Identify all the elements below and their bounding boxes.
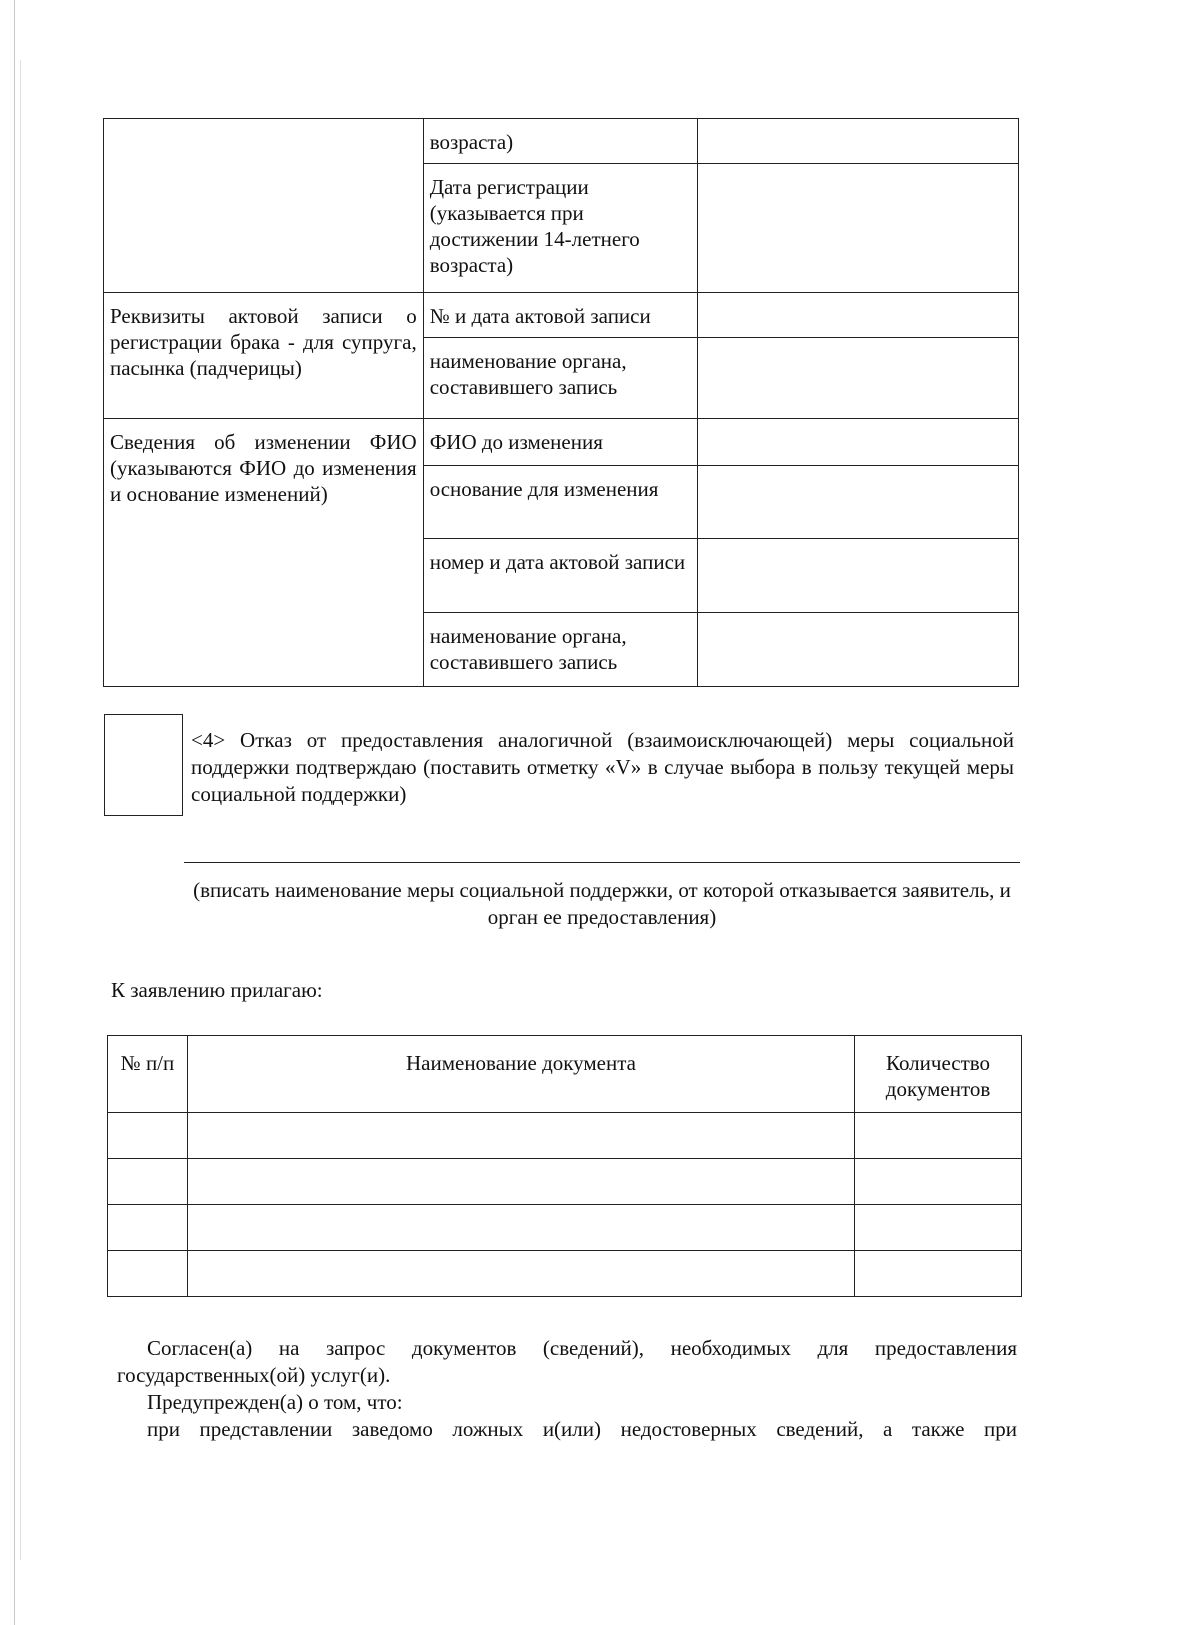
fill-in-caption: (вписать наименование меры социальной поддержки, от которой отказывается заявитель, и орган ее предоставления) xyxy=(193,878,1011,929)
table-row xyxy=(108,1113,1022,1159)
value-cell[interactable] xyxy=(698,293,1019,338)
table-cell[interactable] xyxy=(187,1113,854,1159)
table-cell[interactable] xyxy=(108,1113,188,1159)
field-label: возраста) xyxy=(423,119,698,164)
table-cell[interactable] xyxy=(108,1159,188,1205)
blank-cell xyxy=(104,119,424,293)
field-label: наименование органа, составившего запись xyxy=(423,613,698,687)
value-cell[interactable] xyxy=(698,119,1019,164)
table-row xyxy=(108,1159,1022,1205)
column-header: № п/п xyxy=(108,1036,188,1113)
attachments-label: К заявлению прилагаю: xyxy=(111,978,323,1002)
table-cell[interactable] xyxy=(855,1113,1022,1159)
field-label: Дата регистрации (указывается при достижении 14-летнего возраста) xyxy=(423,164,698,293)
consent-line: Согласен(а) на запрос документов (сведений), необходимых для предоставления xyxy=(147,1336,1017,1360)
table-cell[interactable] xyxy=(108,1205,188,1251)
refusal-text: <4> Отказ от предоставления аналогичной (взаимоисключающей) меры социальной поддержки подтверждаю (поставить отметку «V» в случае выбора в пользу текущей меры социальной поддержки) xyxy=(191,728,1014,806)
value-cell[interactable] xyxy=(698,466,1019,539)
table-cell[interactable] xyxy=(855,1251,1022,1297)
table-cell[interactable] xyxy=(187,1251,854,1297)
table-cell[interactable] xyxy=(187,1159,854,1205)
warning-line: Предупрежден(а) о том, что: xyxy=(147,1390,403,1414)
column-header: Наименование документа xyxy=(187,1036,854,1113)
field-label: номер и дата актовой записи xyxy=(423,539,698,613)
fill-in-line[interactable] xyxy=(184,862,1020,863)
consent-block xyxy=(117,1335,1017,1443)
table-cell[interactable] xyxy=(855,1159,1022,1205)
consent-line: государственных(ой) услуг(и). xyxy=(117,1363,391,1387)
value-cell[interactable] xyxy=(698,164,1019,293)
table-cell[interactable] xyxy=(855,1205,1022,1251)
refusal-checkbox[interactable] xyxy=(104,714,183,816)
field-label: № и дата актовой записи xyxy=(423,293,698,338)
applicant-details-table xyxy=(103,118,1019,687)
table-cell[interactable] xyxy=(187,1205,854,1251)
scan-edge-line xyxy=(14,0,15,1625)
field-label: ФИО до изменения xyxy=(423,419,698,466)
field-label: наименование органа, составившего запись xyxy=(423,338,698,419)
value-cell[interactable] xyxy=(698,539,1019,613)
value-cell[interactable] xyxy=(698,338,1019,419)
warning-text: при представлении заведомо ложных и(или) недостоверных сведений, а также при xyxy=(147,1417,1017,1441)
value-cell[interactable] xyxy=(698,613,1019,687)
table-row xyxy=(108,1205,1022,1251)
value-cell[interactable] xyxy=(698,419,1019,466)
column-header: Количество документов xyxy=(855,1036,1022,1113)
section-label: Сведения об изменении ФИО (указываются ФИО до изменения и основание изменений) xyxy=(104,419,424,687)
field-label: основание для изменения xyxy=(423,466,698,539)
section-label: Реквизиты актовой записи о регистрации брака - для супруга, пасынка (падчерицы) xyxy=(104,293,424,419)
table-row xyxy=(108,1251,1022,1297)
table-cell[interactable] xyxy=(108,1251,188,1297)
scan-edge-line xyxy=(20,60,21,1560)
attachments-table xyxy=(107,1035,1022,1297)
